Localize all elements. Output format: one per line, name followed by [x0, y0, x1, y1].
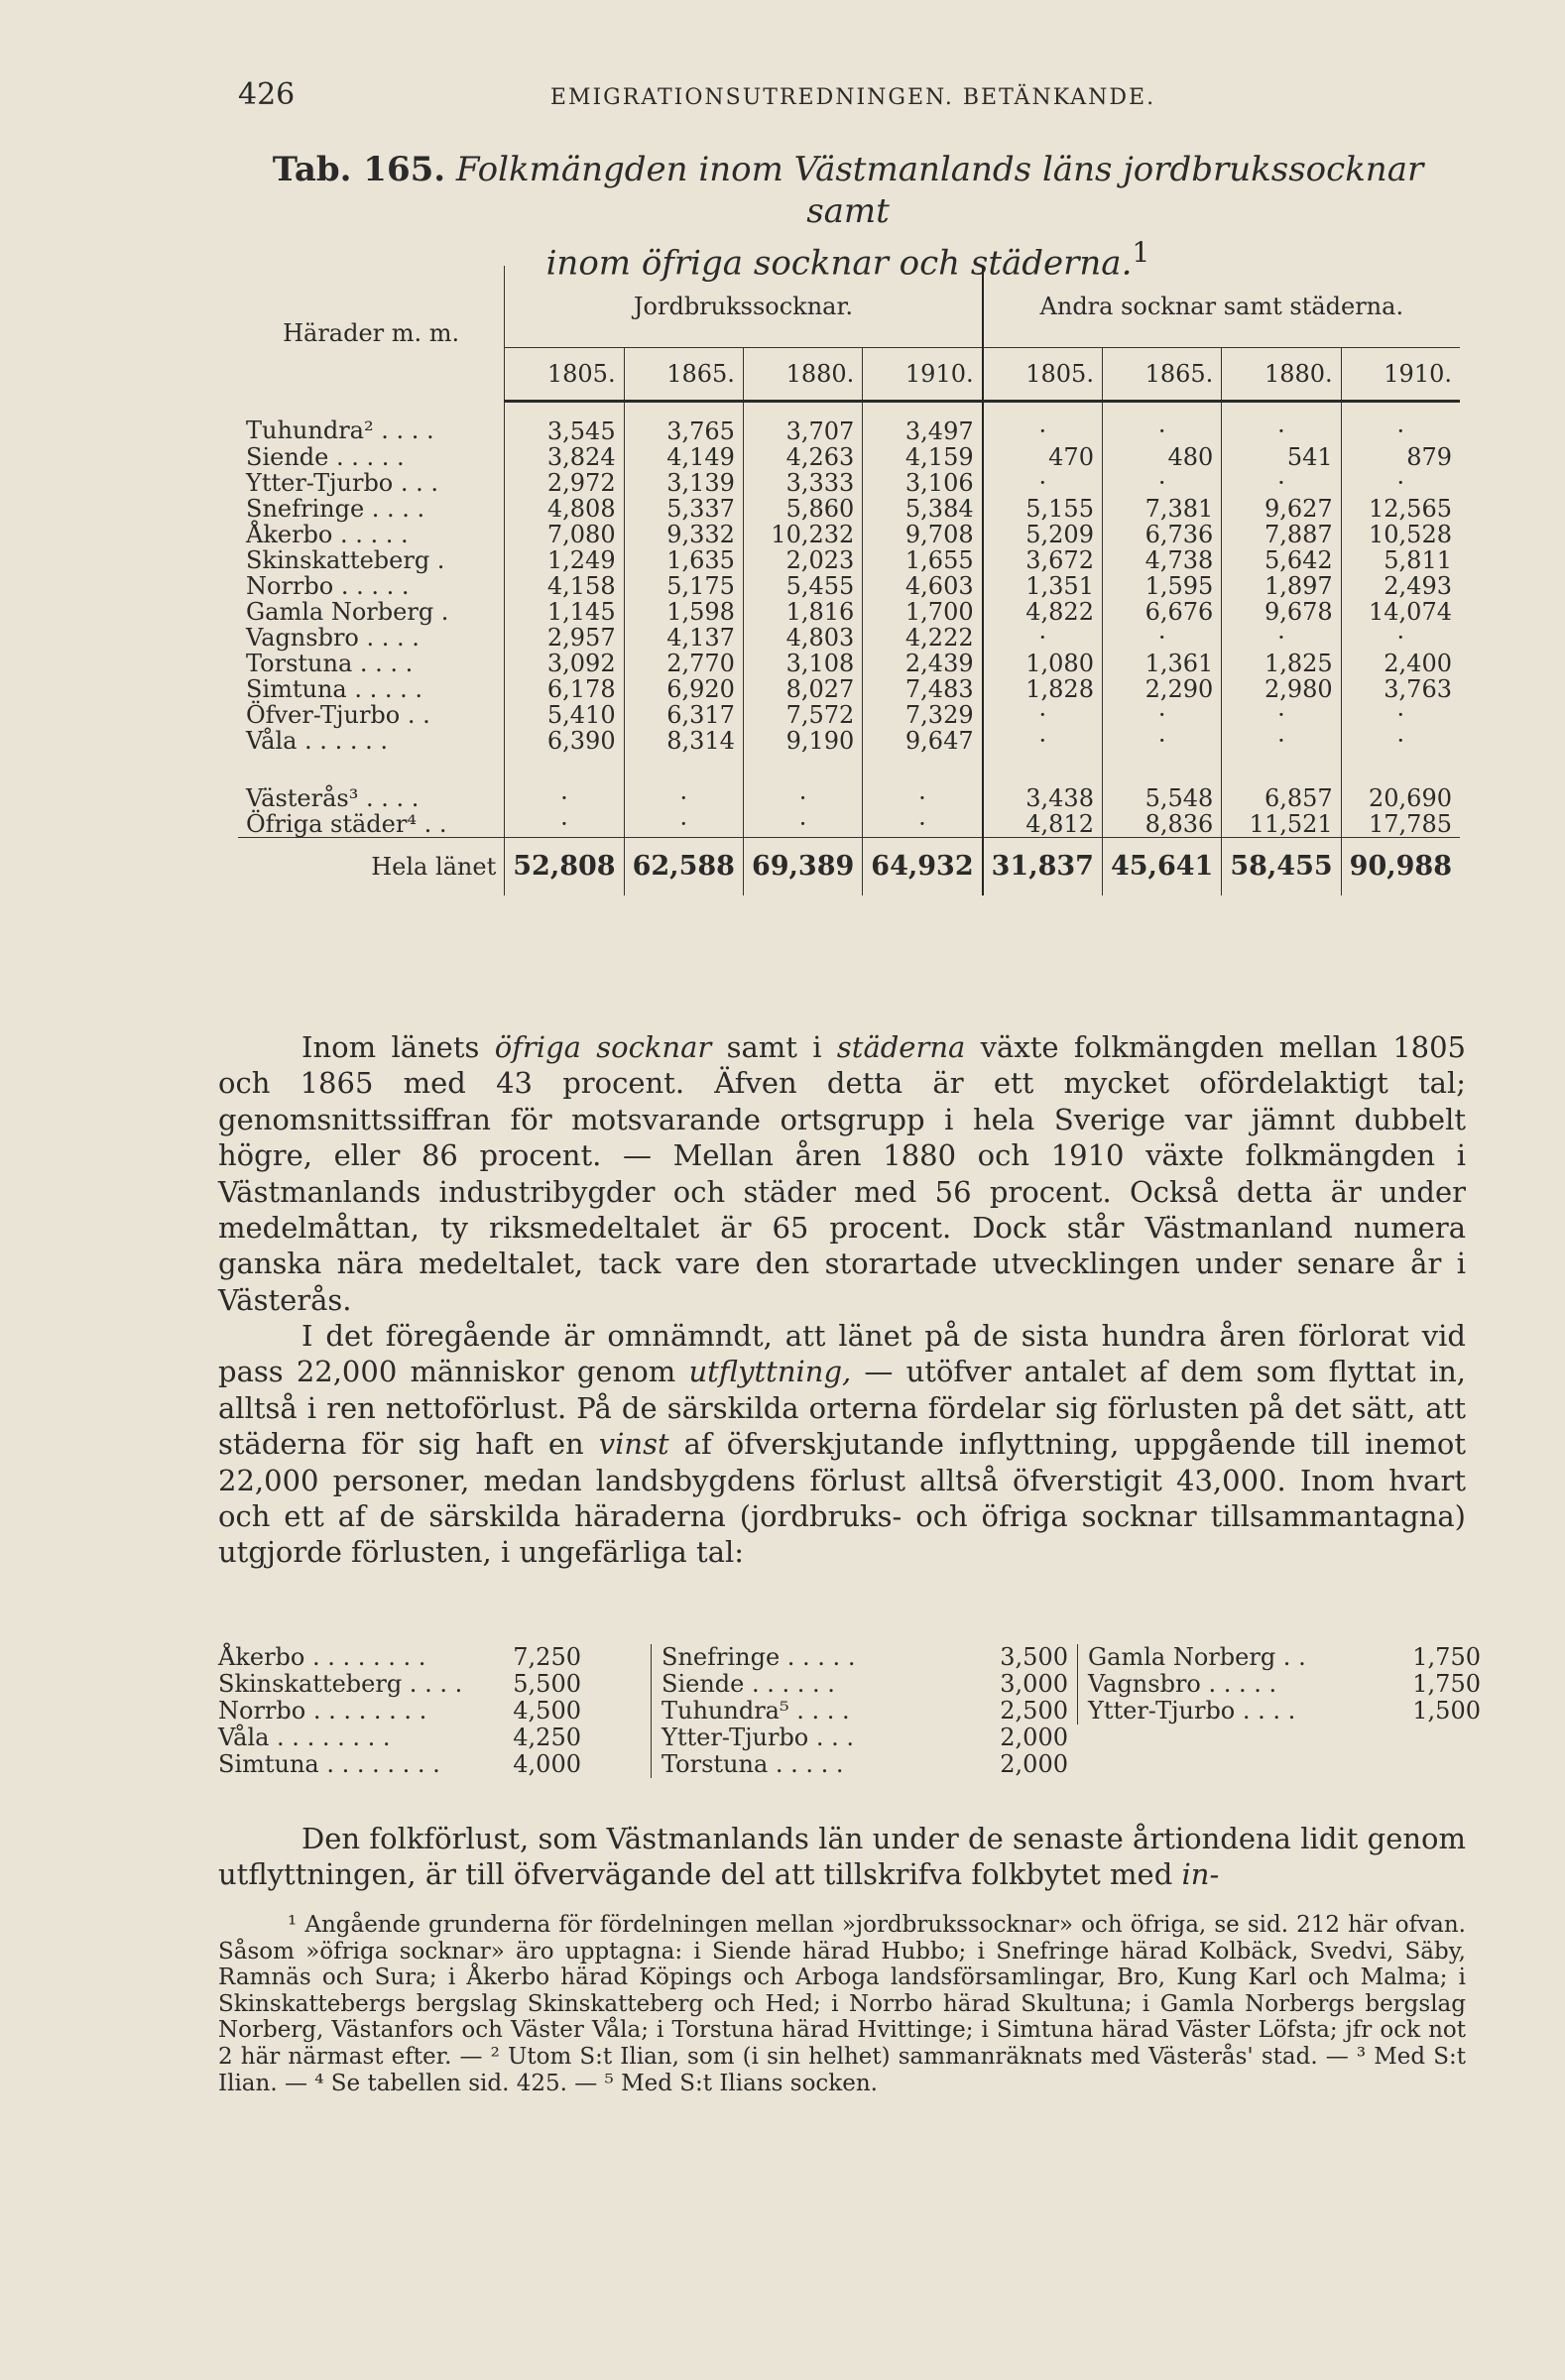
cell-other: · — [1102, 702, 1221, 728]
list-item-name: Tuhundra⁵ . . . . — [662, 1697, 850, 1725]
table-row — [238, 676, 1460, 702]
cell-other: 5,548 — [1102, 785, 1221, 811]
table-row — [238, 496, 1460, 522]
table-row — [238, 728, 1460, 754]
table-row — [238, 625, 1460, 651]
list-item-value: 1,750 — [1412, 1643, 1481, 1671]
cell-other: 3,672 — [983, 547, 1103, 573]
cell-other: · — [983, 728, 1103, 754]
row-label: Norrbo . . . . . — [238, 573, 505, 599]
cell-agri: 3,707 — [743, 402, 862, 445]
table-label: Tab. 165. — [272, 150, 446, 189]
list-item — [218, 1644, 581, 1671]
paragraph-1: Inom länets öfriga socknar samt i städerna växte folkmängden mellan 1805 och 1865 med 43 procent. Äfven detta är ett mycket ofördelaktigt tal; genomsnittssiffran för motsvarande ortsgrupp i hela Sverige var jämnt dubbelt högre, eller 86 procent. — Mellan åren 1880 och 1910 växte folkmängden i Västmanlands industribygder och städer med 56 procent. Också detta är under medelmåttan, ty riksmedeltalet är 65 procent. Dock står Västmanland numera ganska nära medeltalet, tack vare den storartade utvecklingen under senare år i Västerås. — [218, 1030, 1467, 1317]
table-row — [238, 470, 1460, 496]
cell-other: 9,627 — [1222, 496, 1341, 522]
cell-agri: 52,808 — [505, 838, 624, 896]
spacer-row — [238, 754, 1460, 785]
cell-agri: 4,158 — [505, 573, 624, 599]
cell-other: · — [983, 402, 1103, 445]
cell-other: 1,361 — [1102, 651, 1221, 676]
cell-agri: 5,337 — [624, 496, 743, 522]
cell-other: 7,887 — [1222, 522, 1341, 547]
row-label: Åkerbo . . . . . — [238, 522, 505, 547]
table-row — [238, 702, 1460, 728]
list-item-name: Ytter-Tjurbo . . . . — [1088, 1697, 1296, 1725]
list-item — [1088, 1671, 1481, 1698]
running-title: EMIGRATIONSUTREDNINGEN. BETÄNKANDE. — [549, 85, 1156, 110]
cell-agri: · — [624, 785, 743, 811]
list-item — [1088, 1644, 1481, 1671]
cell-other: · — [983, 702, 1103, 728]
row-label: Vagnsbro . . . . — [238, 625, 505, 651]
loss-list-2 — [651, 1644, 1068, 1778]
cell-agri: 3,333 — [743, 470, 862, 496]
paragraph-3: Den folkförlust, som Västmanlands län under de senaste årtiondena lidit genom utflyttningen, är till öfvervägande del att tillskrifva folkbytet med in- — [218, 1822, 1466, 1892]
cell-agri: 62,588 — [624, 838, 743, 896]
cell-agri: 7,483 — [863, 676, 983, 702]
cell-other: 1,828 — [983, 676, 1103, 702]
cell-agri: · — [505, 811, 624, 838]
cell-agri: 6,390 — [505, 728, 624, 754]
cell-other: · — [1102, 625, 1221, 651]
cell-other: 1,825 — [1222, 651, 1341, 676]
cell-other: · — [1222, 702, 1341, 728]
cell-other: 58,455 — [1222, 838, 1341, 896]
cell-other: 10,528 — [1369, 521, 1452, 548]
row-label: Gamla Norberg . — [238, 599, 505, 625]
cell-agri: 1,700 — [863, 599, 983, 625]
row-label: Snefringe . . . . — [238, 496, 505, 522]
footnote-text: ¹ Angående grunderna för fördelningen mellan »jordbrukssocknar» och öfriga, se sid. 212 här ofvan. Såsom »öfriga socknar» äro upptagna: i Siende härad Hubbo; i Snefringe härad Kolbäck, Svedvi, Säby, Ramnäs och Sura; i Åkerbo härad Köpings och Arboga landsförsamlingar, Bro, Kung Karl och Malma; i Skinskattebergs bergslag Skinskatteberg och Hed; i Norrbo härad Skultuna; i Gamla Norbergs bergslag Norberg, Västanfors och Väster Våla; i Torstuna härad Hvittinge; i Simtuna härad Väster Löfsta; jfr ock not 2 här närmast efter. — ² Utom S:t Ilian, som (i sin helhet) sammanräknats med Västerås' stad. — ³ Med S:t Ilian. — ⁴ Se tabellen sid. 425. — ⁵ Med S:t Ilians socken. — [218, 1912, 1466, 2096]
cell-agri: 69,389 — [743, 838, 862, 896]
list-item-value: 1,500 — [1412, 1697, 1481, 1725]
list-item — [218, 1725, 581, 1751]
cell-other: · — [1222, 625, 1341, 651]
cell-agri: 5,384 — [863, 496, 983, 522]
cell-other: 3,763 — [1384, 675, 1452, 703]
cell-agri: · — [863, 785, 983, 811]
table-row — [238, 573, 1460, 599]
cell-agri: 1,145 — [505, 599, 624, 625]
cell-agri: 4,137 — [624, 625, 743, 651]
list-item-value: 1,750 — [1412, 1670, 1481, 1698]
cell-agri: 6,178 — [505, 676, 624, 702]
cell-other: 3,438 — [983, 785, 1103, 811]
cell-agri: 3,824 — [505, 444, 624, 470]
cell-other: 6,857 — [1222, 785, 1341, 811]
cell-agri: 2,439 — [863, 651, 983, 676]
cell-agri: 3,497 — [863, 402, 983, 445]
list-item-name: Ytter-Tjurbo . . . — [662, 1724, 855, 1751]
list-item-value: 5,500 — [513, 1670, 581, 1698]
cell-other: 2,290 — [1102, 676, 1221, 702]
list-item-value: 4,250 — [513, 1724, 581, 1751]
cell-other: 9,678 — [1222, 599, 1341, 625]
cell-other: 2,493 — [1384, 572, 1452, 600]
list-item-name: Torstuna . . . . . — [662, 1750, 844, 1778]
list-item-name: Siende . . . . . . — [662, 1670, 835, 1698]
cell-other: 1,595 — [1102, 573, 1221, 599]
cell-agri: 3,108 — [743, 651, 862, 676]
cell-other: 14,074 — [1369, 598, 1452, 626]
row-label: Siende . . . . . — [238, 444, 505, 470]
cell-agri: 3,092 — [505, 651, 624, 676]
list-item-value: 4,000 — [513, 1750, 581, 1778]
table-note-mark: 1 — [1132, 236, 1150, 269]
cell-other: · — [1396, 624, 1405, 652]
cell-agri: 5,860 — [743, 496, 862, 522]
cell-agri: 3,106 — [863, 470, 983, 496]
group-header-agri: Jordbrukssocknar. — [505, 266, 983, 348]
cell-other: 1,897 — [1222, 573, 1341, 599]
list-item — [662, 1725, 1068, 1751]
cell-other: 8,836 — [1102, 811, 1221, 838]
cell-other: · — [1396, 469, 1405, 497]
table-row — [238, 838, 1460, 896]
cell-agri: 5,455 — [743, 573, 862, 599]
row-label: Västerås³ . . . . — [238, 785, 505, 811]
corner-header: Härader m. m. — [238, 266, 505, 402]
year-header: 1805. — [983, 348, 1103, 402]
list-item-value: 2,500 — [1000, 1697, 1068, 1725]
spacer-cell — [1222, 754, 1341, 785]
cell-agri: 3,765 — [624, 402, 743, 445]
cell-other: · — [1222, 402, 1341, 445]
cell-agri: 9,708 — [863, 522, 983, 547]
table-row — [238, 599, 1460, 625]
list-item — [218, 1751, 581, 1778]
list-item-value: 3,000 — [1000, 1670, 1068, 1698]
spacer-cell — [983, 754, 1103, 785]
cell-agri: 10,232 — [743, 522, 862, 547]
cell-other: 17,785 — [1369, 810, 1452, 838]
list-item-name: Simtuna . . . . . . . . — [218, 1750, 440, 1778]
cell-other: · — [983, 625, 1103, 651]
cell-agri: 4,803 — [743, 625, 862, 651]
list-item-name: Våla . . . . . . . . — [218, 1724, 391, 1751]
list-item — [662, 1698, 1068, 1725]
cell-other: 470 — [983, 444, 1103, 470]
list-item-name: Skinskatteberg . . . . — [218, 1670, 463, 1698]
table-row — [238, 785, 1460, 811]
cell-agri: 4,222 — [863, 625, 983, 651]
cell-agri: 8,027 — [743, 676, 862, 702]
table-row — [238, 522, 1460, 547]
loss-list-1 — [218, 1644, 581, 1778]
cell-agri: · — [863, 811, 983, 838]
cell-agri: 2,770 — [624, 651, 743, 676]
list-item-name: Gamla Norberg . . — [1088, 1643, 1306, 1671]
cell-other: 7,381 — [1102, 496, 1221, 522]
cell-agri: 4,808 — [505, 496, 624, 522]
loss-lists — [218, 1643, 1481, 1793]
spacer-cell — [624, 754, 743, 785]
cell-agri: · — [624, 811, 743, 838]
year-header: 1865. — [1102, 348, 1221, 402]
cell-other: 90,988 — [1341, 838, 1460, 896]
cell-agri: 5,410 — [505, 702, 624, 728]
cell-other: 5,209 — [983, 522, 1103, 547]
spacer-cell — [238, 754, 505, 785]
cell-other: 480 — [1102, 444, 1221, 470]
table-row — [238, 651, 1460, 676]
cell-other: · — [1396, 417, 1405, 445]
list-item-value: 2,000 — [1000, 1724, 1068, 1751]
cell-agri: 2,972 — [505, 470, 624, 496]
cell-other: 2,400 — [1384, 650, 1452, 677]
row-label: Öfriga städer⁴ . . — [238, 811, 505, 838]
cell-other: 2,980 — [1222, 676, 1341, 702]
list-item — [662, 1671, 1068, 1698]
cell-agri: 1,655 — [863, 547, 983, 573]
table-row — [238, 444, 1460, 470]
list-item-name: Åkerbo . . . . . . . . — [218, 1643, 426, 1671]
list-item — [218, 1671, 581, 1698]
cell-agri: 7,329 — [863, 702, 983, 728]
cell-agri: 5,175 — [624, 573, 743, 599]
year-header: 1880. — [743, 348, 862, 402]
list-item-value: 7,250 — [513, 1643, 581, 1671]
list-item — [662, 1751, 1068, 1778]
cell-other: 5,155 — [983, 496, 1103, 522]
group-header-other: Andra socknar samt städerna. — [983, 266, 1460, 348]
page-number: 426 — [238, 77, 296, 112]
population-table — [238, 266, 1460, 895]
list-item-name: Vagnsbro . . . . . — [1088, 1670, 1277, 1698]
running-head — [238, 77, 1468, 117]
footnotes — [218, 1912, 1466, 2096]
cell-other: · — [1396, 701, 1405, 729]
cell-agri: 2,957 — [505, 625, 624, 651]
row-label: Ytter-Tjurbo . . . — [238, 470, 505, 496]
cell-other: 1,351 — [983, 573, 1103, 599]
cell-other: · — [1102, 728, 1221, 754]
cell-other: 5,642 — [1222, 547, 1341, 573]
cell-other: 1,080 — [983, 651, 1103, 676]
cell-agri: 1,249 — [505, 547, 624, 573]
list-item — [218, 1698, 581, 1725]
table-caption — [238, 149, 1458, 284]
cell-agri: 7,572 — [743, 702, 862, 728]
row-label: Tuhundra² . . . . — [238, 402, 505, 445]
cell-agri: 9,332 — [624, 522, 743, 547]
table-row — [238, 547, 1460, 573]
cell-other: 31,837 — [983, 838, 1103, 896]
cell-other: 4,822 — [983, 599, 1103, 625]
cell-other: · — [1102, 470, 1221, 496]
cell-other: 6,736 — [1102, 522, 1221, 547]
row-label: Skinskatteberg . — [238, 547, 505, 573]
spacer-cell — [743, 754, 862, 785]
list-item-value: 2,000 — [1000, 1750, 1068, 1778]
cell-agri: 1,816 — [743, 599, 862, 625]
cell-agri: 1,598 — [624, 599, 743, 625]
year-header: 1865. — [624, 348, 743, 402]
cell-agri: 3,545 — [505, 402, 624, 445]
cell-agri: 64,932 — [863, 838, 983, 896]
cell-other: · — [1396, 727, 1405, 755]
cell-other: · — [1222, 470, 1341, 496]
table-row — [238, 402, 1460, 445]
cell-other: 879 — [1406, 443, 1452, 471]
list-item-value: 4,500 — [513, 1697, 581, 1725]
year-header: 1880. — [1222, 348, 1341, 402]
cell-agri: 6,920 — [624, 676, 743, 702]
cell-other: 4,738 — [1102, 547, 1221, 573]
row-label: Simtuna . . . . . — [238, 676, 505, 702]
cell-agri: 9,190 — [743, 728, 862, 754]
year-header: 1910. — [863, 348, 983, 402]
row-label: Torstuna . . . . — [238, 651, 505, 676]
spacer-cell — [505, 754, 624, 785]
cell-agri: · — [743, 811, 862, 838]
cell-other: 5,811 — [1384, 546, 1452, 574]
cell-other: 541 — [1222, 444, 1341, 470]
table-row — [238, 811, 1460, 838]
cell-agri: 4,603 — [863, 573, 983, 599]
cell-agri: 4,149 — [624, 444, 743, 470]
loss-list-3 — [1077, 1644, 1481, 1725]
list-item-name: Norrbo . . . . . . . . — [218, 1697, 427, 1725]
cell-other: 11,521 — [1222, 811, 1341, 838]
cell-other: 45,641 — [1102, 838, 1221, 896]
cell-agri: 9,647 — [863, 728, 983, 754]
cell-agri: 6,317 — [624, 702, 743, 728]
spacer-cell — [1341, 754, 1460, 785]
cell-agri: 2,023 — [743, 547, 862, 573]
cell-agri: · — [505, 785, 624, 811]
cell-other: 4,812 — [983, 811, 1103, 838]
cell-agri: 1,635 — [624, 547, 743, 573]
cell-other: · — [983, 470, 1103, 496]
spacer-cell — [1102, 754, 1221, 785]
cell-agri: 3,139 — [624, 470, 743, 496]
table-title-line1: Folkmängden inom Västmanlands läns jordbrukssocknar samt — [455, 150, 1424, 231]
cell-other: · — [1102, 402, 1221, 445]
list-item — [1088, 1698, 1481, 1725]
cell-agri: 8,314 — [624, 728, 743, 754]
row-label: Våla . . . . . . — [238, 728, 505, 754]
cell-agri: 4,263 — [743, 444, 862, 470]
list-item-value: 3,500 — [1000, 1643, 1068, 1671]
table-title-line2: inom öfriga socknar och städerna. — [545, 243, 1133, 284]
cell-other: 12,565 — [1369, 495, 1452, 523]
list-item — [662, 1644, 1068, 1671]
row-label: Öfver-Tjurbo . . — [238, 702, 505, 728]
list-item-name: Snefringe . . . . . — [662, 1643, 856, 1671]
cell-agri: 7,080 — [505, 522, 624, 547]
cell-other: 6,676 — [1102, 599, 1221, 625]
paragraph-2: I det föregående är omnämndt, att länet på de sista hundra åren förlorat vid pass 22,000 människor genom utflyttning, — utöfver antalet af dem som flyttat in, alltså i ren nettoförlust. På de särskilda orterna fördelar sig förlusten på det sätt, att städerna för sig haft en vinst af öfverskjutande inflyttning, uppgående till inemot 22,000 personer, medan landsbygdens förlust alltså öfverstigit 43,000. Inom hvart och ett af de särskilda häraderna (jordbruks- och öfriga socknar tillsammantagna) utgjorde förlusten, i ungefärliga tal: — [218, 1319, 1466, 1570]
year-header: 1805. — [505, 348, 624, 402]
cell-agri: 4,159 — [863, 444, 983, 470]
cell-agri: · — [743, 785, 862, 811]
row-label: Hela länet — [238, 838, 505, 896]
cell-other: · — [1222, 728, 1341, 754]
cell-other: 20,690 — [1369, 784, 1452, 812]
year-header: 1910. — [1341, 348, 1460, 402]
spacer-cell — [863, 754, 983, 785]
